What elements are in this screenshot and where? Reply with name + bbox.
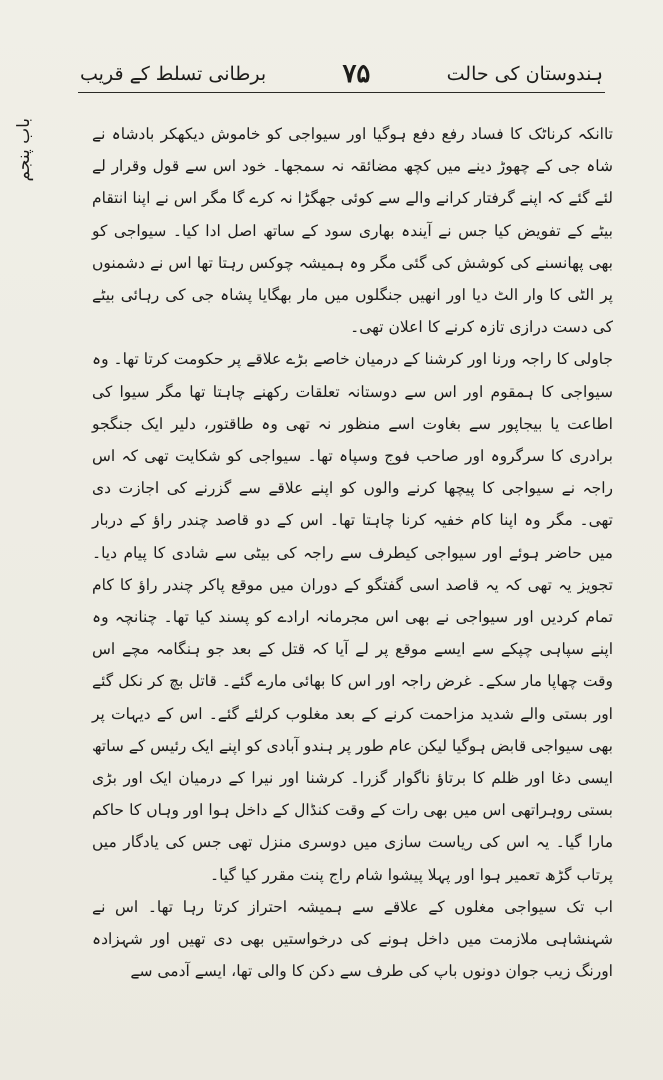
body-text xyxy=(92,118,613,987)
header-rule xyxy=(78,92,605,93)
page-number: ٧۵ xyxy=(342,59,371,89)
paragraph: جاولی کا راجہ ورنا اور کرشنا کے درمیان خاصے بڑے علاقے پر حکومت کرتا تھا۔ وہ سیواجی کا ہمقوم اور اس سے دوستانہ تعلقات رکھنے چاہتا تھا مگر سیوا کی اطاعت یا بیجاپور سے بغاوت اسے منظور نہ تھی وہ طاقتور، دلیر ایک جنگجو برادری کا سرگروہ اور صاحب فوج وسپاہ تھا۔ سیواجی کو شکایت تھی کہ اس راجہ نے سیواجی کا پیچھا کرنے والوں کو اپنے علاقے سے گزرنے کی اجازت دی تھی۔ مگر وہ اپنا کام خفیہ کرنا چاہتا تھا۔ اس کے دو قاصد چندر راؤ کے دربار میں حاضر ہوئے اور سیواجی کیطرف سے راجہ کی بیٹی سے شادی کا پیام دیا۔ تجویز یہ تھی کہ یہ قاصد اسی گفتگو کے دوران میں موقع پاکر چندر راؤ کا کام تمام کردیں اور سیواجی نے بھی اس مجرمانہ ارادے کو پسند کیا تھا۔ چنانچہ وہ اپنے سپاہی چپکے سے ایسے موقع پر لے آیا کہ قتل کے بعد جو ہنگامہ مچے اس وقت چھاپا مار سکے۔ غرض راجہ اور اس کا بھائی مارے گئے۔ قاتل بچ کر نکل گئے اور بستی والے شدید مزاحمت کرنے کے بعد مغلوب کرلئے گئے۔ اس کے دیہات پر بھی سیواجی قابض ہوگیا لیکن عام طور پر ہندو آبادی کو اپنے ایک رئیس کے ساتھ ایسی دغا اور ظلم کا برتاؤ ناگوار گزرا۔ کرشنا اور نیرا کے درمیان ایک اور بڑی بستی روہراتھی اس میں بھی رات کے وقت کنڈال کے داخل ہوا اور وہاں کا حاکم مارا گیا۔ یہ اس کی ریاست سازی میں دوسری منزل تھی جس کی یادگار میں پرتاب گڑھ تعمیر ہوا اور پہلا پیشوا شام راج پنت مقرر کیا گیا۔ xyxy=(92,350,613,884)
running-title-right: ہندوستان کی حالت xyxy=(446,63,603,85)
paragraph: تاانکہ کرناٹک کا فساد رفع دفع ہوگیا اور سیواجی کو خاموش دیکھکر بادشاہ نے شاہ جی کے چھوڑ دینے میں کچھ مضائقہ نہ سمجھا۔ خود اس سے قول وقرار لے لئے گئے کہ اپنے گرفتار کرانے والے سے کوئی جھگڑا نہ کرے گا مگر اس نے اپنا انتقام بیٹے کے تفویض کیا جس نے آیندہ بھاری سود کے ساتھ اصل ادا کیا۔ سیواجی کو بھی پھانسنے کی کوشش کی گئی مگر وہ ہمیشہ چوکس رہتا تھا اس نے دشمنوں پر الٹی کا وار الٹ دیا اور انھیں جنگلوں میں مار بھگایا پشاہ جی کی رہائی بیٹے کی دست درازی تازہ کرنے کا اعلان تھی۔ xyxy=(92,125,613,337)
running-title-left: برطانی تسلط کے قریب xyxy=(80,63,267,85)
running-header xyxy=(80,58,603,90)
chapter-side-label: باب پنجم xyxy=(14,118,34,182)
paragraph: اب تک سیواجی مغلوں کے علاقے سے ہمیشہ احتراز کرتا رہا تھا۔ اس نے شہنشاہی ملازمت میں داخل ہونے کی درخواستیں بھی دی تھیں اور شہزادہ اورنگ زیب جوان دونوں باپ کی طرف سے دکن کا والی تھا، ایسے آدمی سے xyxy=(92,897,613,981)
